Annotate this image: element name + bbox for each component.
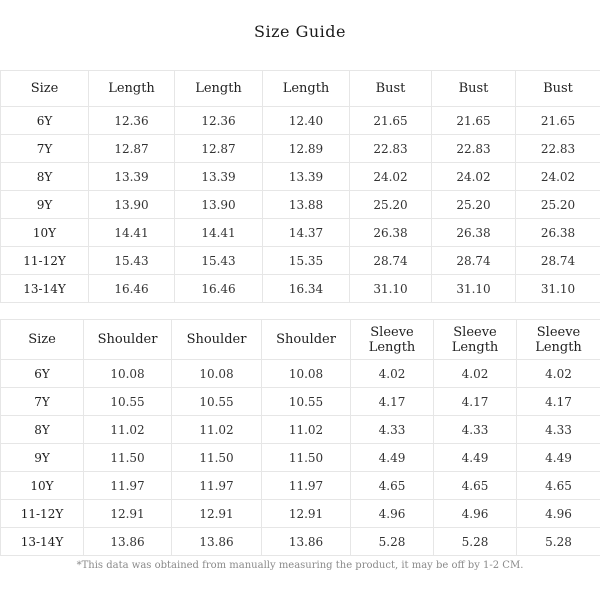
table-cell: 12.91	[262, 500, 351, 528]
table-cell: 26.38	[516, 219, 600, 247]
table-cell: 15.35	[263, 247, 350, 275]
size-label: 11-12Y	[1, 247, 89, 275]
table-cell: 5.28	[517, 528, 600, 556]
table-cell: 28.74	[516, 247, 600, 275]
size-label: 7Y	[1, 388, 84, 416]
table-cell: 13.90	[89, 191, 175, 219]
table-cell: 4.33	[517, 416, 600, 444]
table-row	[1, 163, 600, 191]
column-header: Length	[89, 71, 175, 107]
table-cell: 16.34	[263, 275, 350, 303]
table-cell: 28.74	[432, 247, 516, 275]
table-cell: 10.08	[172, 360, 262, 388]
table-cell: 11.02	[172, 416, 262, 444]
table-cell: 11.97	[262, 472, 351, 500]
size-label: 6Y	[1, 107, 89, 135]
table-cell: 4.17	[434, 388, 517, 416]
table-cell: 4.33	[351, 416, 434, 444]
table-cell: 12.87	[89, 135, 175, 163]
column-header: Bust	[432, 71, 516, 107]
table-cell: 13.86	[84, 528, 172, 556]
table-row	[1, 500, 600, 528]
table-cell: 12.91	[172, 500, 262, 528]
table-cell: 4.49	[434, 444, 517, 472]
table-row	[1, 388, 600, 416]
table-header-row	[1, 320, 600, 360]
column-header: Bust	[350, 71, 432, 107]
table-cell: 21.65	[350, 107, 432, 135]
table-row	[1, 416, 600, 444]
table-cell: 4.65	[434, 472, 517, 500]
column-header: Shoulder	[262, 320, 351, 360]
table-cell: 14.41	[175, 219, 263, 247]
table-cell: 4.49	[351, 444, 434, 472]
column-header: Size	[1, 71, 89, 107]
table-cell: 4.33	[434, 416, 517, 444]
table-cell: 5.28	[434, 528, 517, 556]
size-label: 11-12Y	[1, 500, 84, 528]
shoulder-sleeve-table	[0, 319, 600, 556]
table-cell: 11.50	[172, 444, 262, 472]
size-label: 8Y	[1, 163, 89, 191]
table-cell: 11.02	[84, 416, 172, 444]
size-label: 8Y	[1, 416, 84, 444]
table-cell: 13.39	[175, 163, 263, 191]
column-header: Bust	[516, 71, 600, 107]
table-cell: 13.39	[263, 163, 350, 191]
table-row	[1, 528, 600, 556]
table-header-row	[1, 71, 600, 107]
column-header: Size	[1, 320, 84, 360]
table-cell: 21.65	[516, 107, 600, 135]
length-bust-table	[0, 70, 600, 303]
table-cell: 4.96	[351, 500, 434, 528]
table-row	[1, 107, 600, 135]
column-header: Sleeve Length	[351, 320, 434, 360]
table-cell: 4.65	[351, 472, 434, 500]
column-header: Length	[263, 71, 350, 107]
table-cell: 25.20	[432, 191, 516, 219]
table-cell: 4.17	[517, 388, 600, 416]
table-cell: 22.83	[350, 135, 432, 163]
table-cell: 11.97	[84, 472, 172, 500]
size-label: 9Y	[1, 444, 84, 472]
table-cell: 16.46	[89, 275, 175, 303]
table-row	[1, 219, 600, 247]
table-cell: 13.86	[262, 528, 351, 556]
table-cell: 25.20	[350, 191, 432, 219]
table-cell: 24.02	[432, 163, 516, 191]
table-row	[1, 191, 600, 219]
table-cell: 21.65	[432, 107, 516, 135]
table-cell: 4.17	[351, 388, 434, 416]
table-cell: 12.91	[84, 500, 172, 528]
table-cell: 4.02	[351, 360, 434, 388]
page-title: Size Guide	[254, 22, 346, 41]
table-row	[1, 360, 600, 388]
table-cell: 11.50	[262, 444, 351, 472]
table-cell: 4.49	[517, 444, 600, 472]
table-cell: 26.38	[432, 219, 516, 247]
table-cell: 22.83	[516, 135, 600, 163]
table-cell: 31.10	[516, 275, 600, 303]
table-cell: 15.43	[175, 247, 263, 275]
table-row	[1, 247, 600, 275]
size-label: 10Y	[1, 219, 89, 247]
table-cell: 24.02	[516, 163, 600, 191]
table-cell: 4.02	[434, 360, 517, 388]
table-cell: 14.41	[89, 219, 175, 247]
column-header: Sleeve Length	[434, 320, 517, 360]
table-row	[1, 444, 600, 472]
table-cell: 12.87	[175, 135, 263, 163]
size-label: 6Y	[1, 360, 84, 388]
table-cell: 4.96	[517, 500, 600, 528]
table-cell: 4.65	[517, 472, 600, 500]
table-cell: 4.96	[434, 500, 517, 528]
table-cell: 24.02	[350, 163, 432, 191]
table-cell: 16.46	[175, 275, 263, 303]
table-cell: 11.97	[172, 472, 262, 500]
table-cell: 11.02	[262, 416, 351, 444]
table-cell: 5.28	[351, 528, 434, 556]
size-label: 9Y	[1, 191, 89, 219]
table-cell: 12.36	[175, 107, 263, 135]
table-row	[1, 472, 600, 500]
column-header: Length	[175, 71, 263, 107]
table-row	[1, 275, 600, 303]
table-cell: 13.39	[89, 163, 175, 191]
table-cell: 25.20	[516, 191, 600, 219]
column-header: Sleeve Length	[517, 320, 600, 360]
column-header: Shoulder	[172, 320, 262, 360]
table-cell: 31.10	[350, 275, 432, 303]
table-cell: 11.50	[84, 444, 172, 472]
table-cell: 10.08	[84, 360, 172, 388]
table-cell: 31.10	[432, 275, 516, 303]
table-cell: 10.08	[262, 360, 351, 388]
table-cell: 10.55	[262, 388, 351, 416]
table-cell: 26.38	[350, 219, 432, 247]
measurement-footnote: *This data was obtained from manually measuring the product, it may be off by 1-2 CM.	[76, 560, 524, 571]
table-cell: 14.37	[263, 219, 350, 247]
table-cell: 22.83	[432, 135, 516, 163]
table-cell: 15.43	[89, 247, 175, 275]
table-cell: 13.90	[175, 191, 263, 219]
size-label: 13-14Y	[1, 528, 84, 556]
table-cell: 10.55	[84, 388, 172, 416]
table-cell: 10.55	[172, 388, 262, 416]
table-cell: 12.40	[263, 107, 350, 135]
size-label: 13-14Y	[1, 275, 89, 303]
column-header: Shoulder	[84, 320, 172, 360]
table-cell: 13.88	[263, 191, 350, 219]
table-cell: 13.86	[172, 528, 262, 556]
table-cell: 12.36	[89, 107, 175, 135]
table-cell: 12.89	[263, 135, 350, 163]
size-label: 10Y	[1, 472, 84, 500]
table-cell: 4.02	[517, 360, 600, 388]
size-label: 7Y	[1, 135, 89, 163]
table-cell: 28.74	[350, 247, 432, 275]
table-row	[1, 135, 600, 163]
